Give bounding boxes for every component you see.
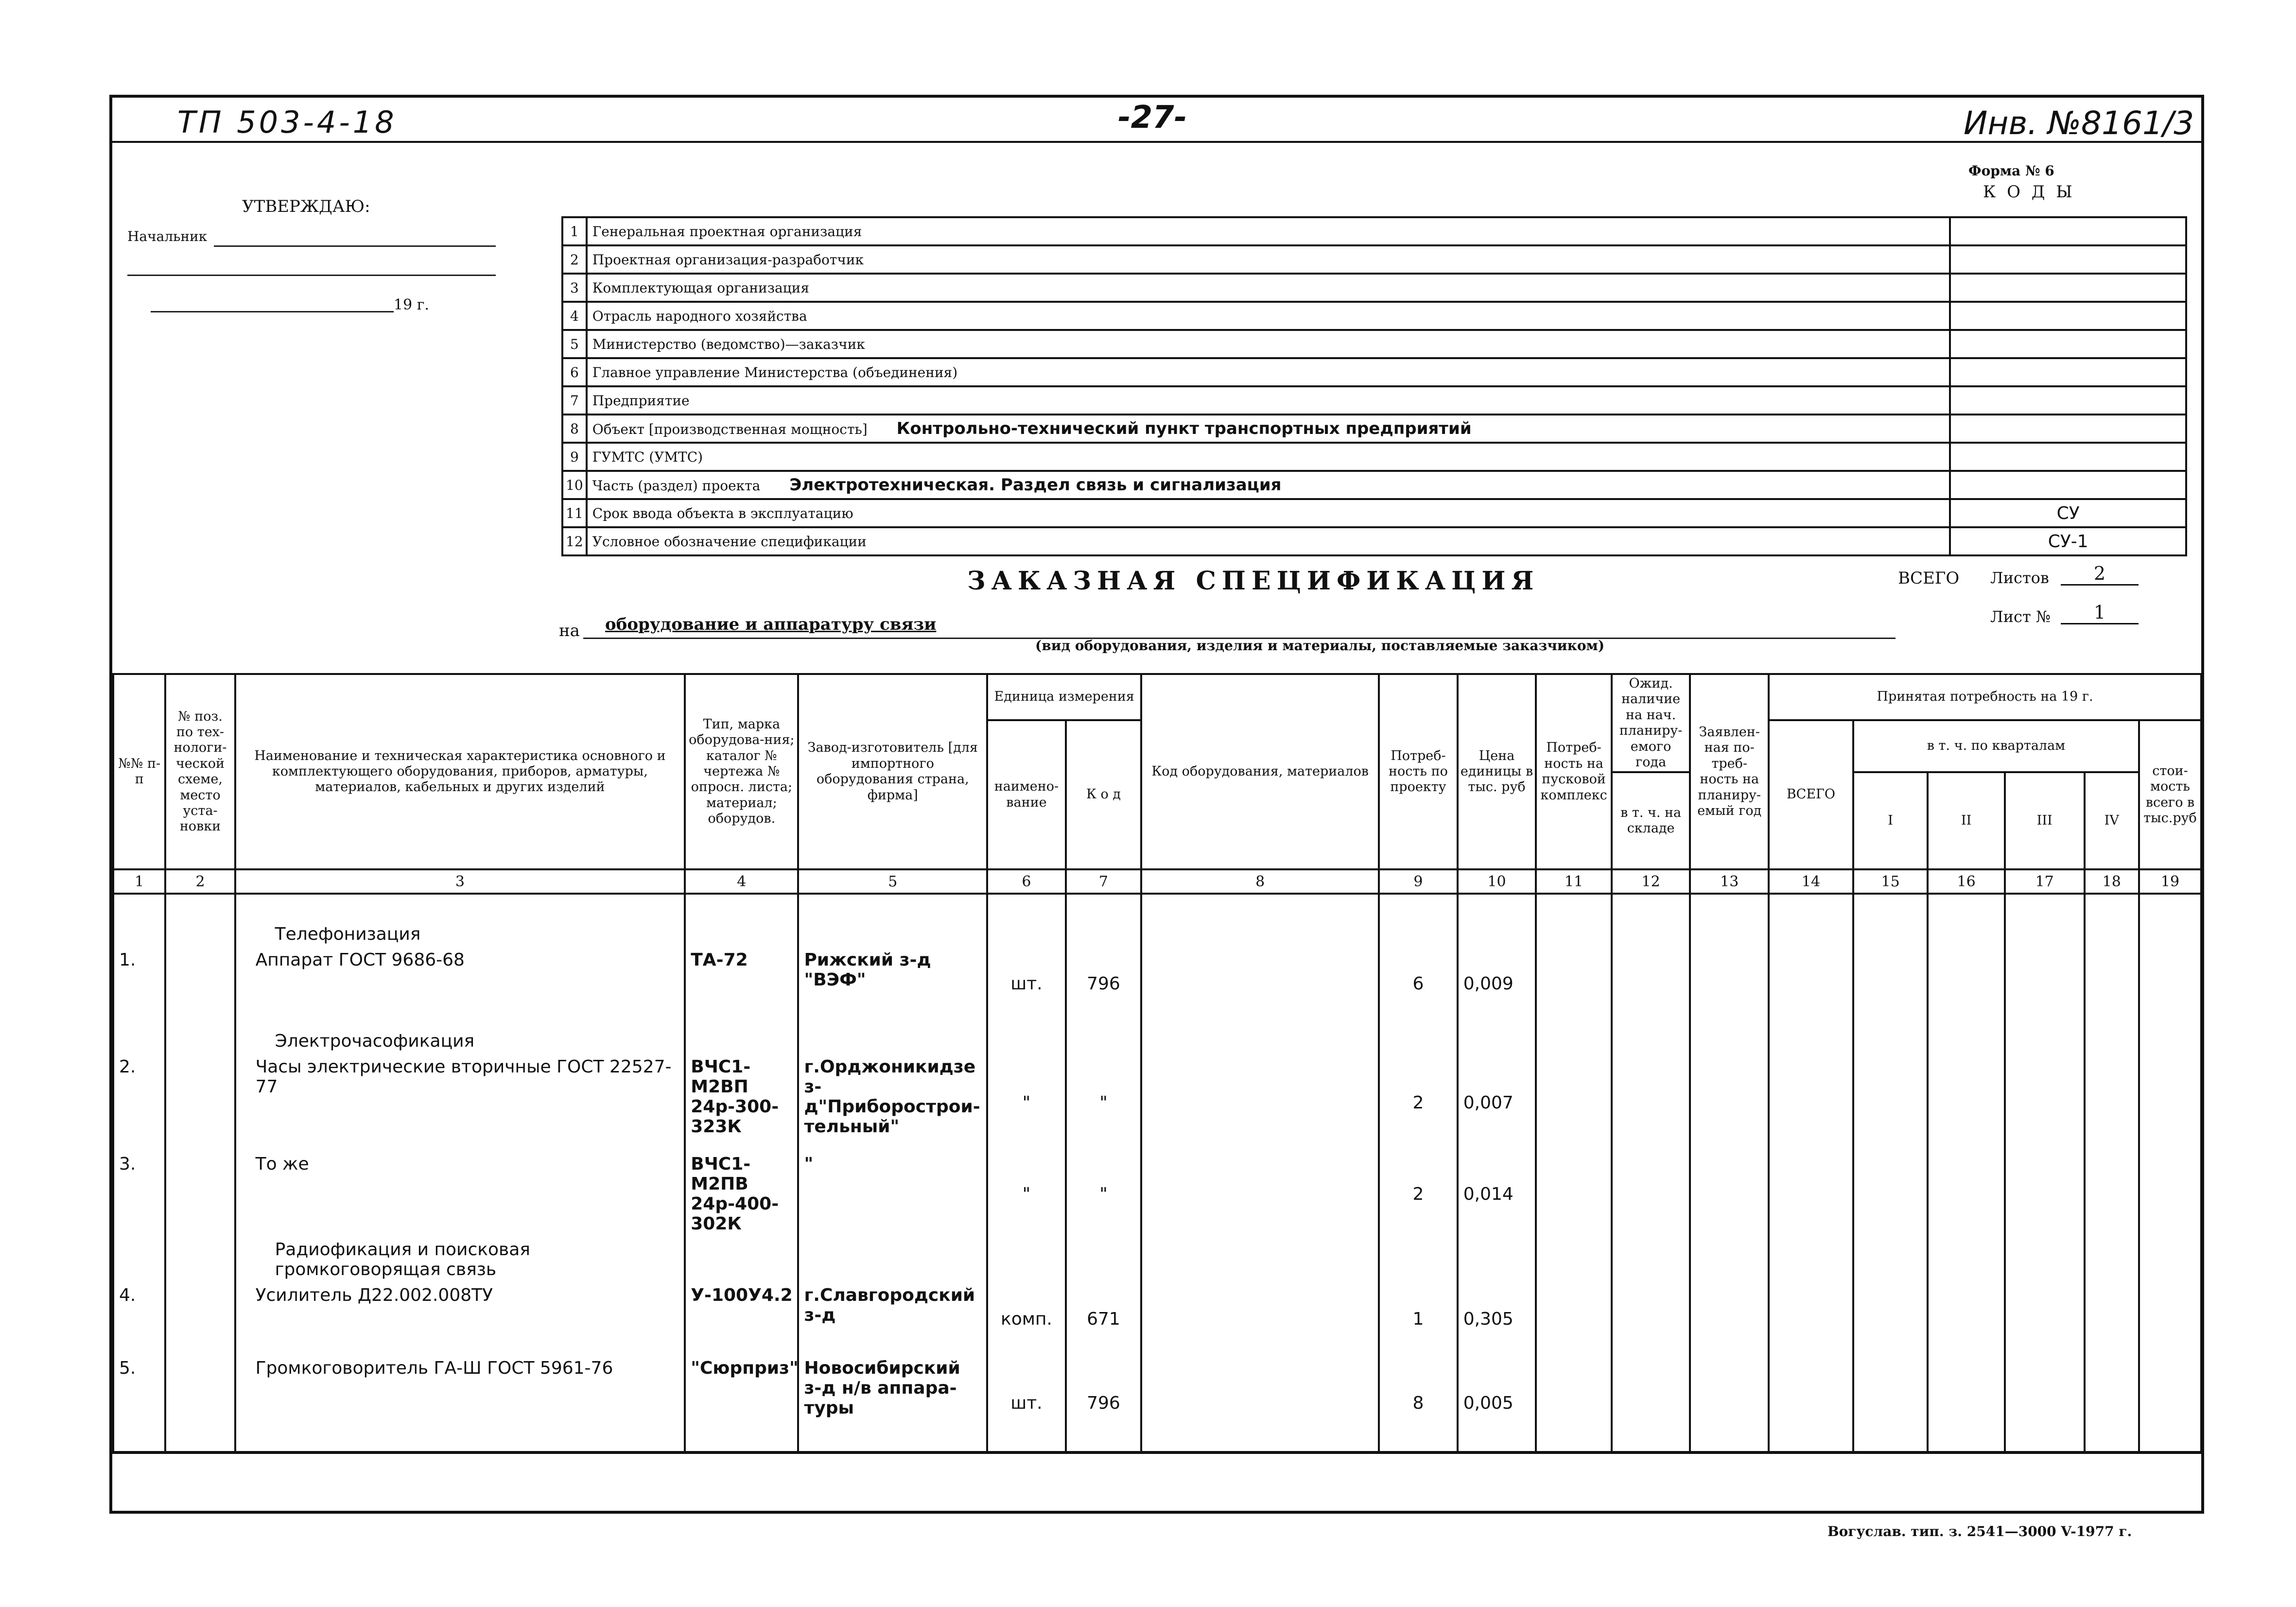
cell-empty	[987, 1237, 1066, 1282]
cell-empty	[2005, 1054, 2085, 1151]
table-row	[113, 1054, 2201, 1151]
col-header-19: стои-мость всего в тыс.руб	[2139, 720, 2201, 869]
col-header-6: наимено-вание	[987, 720, 1066, 869]
cell-name: Усилитель Д22.002.008ТУ	[235, 1282, 685, 1355]
codes-row	[562, 358, 2186, 386]
column-number: 8	[1141, 869, 1379, 894]
cell-empty	[2005, 947, 2085, 1020]
sheets-value: 2	[2061, 563, 2139, 586]
column-number: 19	[2139, 869, 2201, 894]
cell-empty	[1612, 1355, 1690, 1452]
cell-unit: "	[987, 1054, 1066, 1151]
col-header-11: Потреб-ность на пусковой комплекс	[1536, 674, 1611, 869]
cell-empty	[685, 1237, 798, 1282]
codes-row	[562, 386, 2186, 415]
cell-empty	[1141, 894, 1379, 947]
codes-row	[562, 245, 2186, 274]
cell-empty	[2085, 947, 2139, 1020]
codes-row-number: 6	[562, 358, 587, 386]
cell-empty	[2085, 894, 2139, 947]
cell-name: То же	[235, 1151, 685, 1237]
codes-row-label: Часть (раздел) проекта	[592, 478, 761, 494]
cell-empty	[1928, 1151, 2005, 1237]
codes-row-label-cell	[587, 330, 1950, 358]
col-header-15: I	[1853, 772, 1928, 869]
spec-subject: оборудование и аппаратуру связи	[605, 615, 937, 634]
cell-empty	[2085, 1151, 2139, 1237]
codes-row-code	[1950, 358, 2186, 386]
cell-empty	[2005, 1237, 2085, 1282]
cell-empty	[2139, 1355, 2201, 1452]
cell-type: ВЧС1-М2ВП 24р-300-323К	[685, 1054, 798, 1151]
table-row	[113, 947, 2201, 1020]
codes-row	[562, 330, 2186, 358]
column-number: 6	[987, 869, 1066, 894]
cell-empty	[1536, 947, 1611, 1020]
cell-empty	[798, 1020, 987, 1054]
table-row	[113, 1151, 2201, 1237]
codes-row-code	[1950, 471, 2186, 499]
section-title: Электрочасофикация	[235, 1020, 685, 1054]
cell-num: 4.	[113, 1282, 165, 1355]
cell-unit: шт.	[987, 947, 1066, 1020]
col-header-unit-group: Единица измерения	[987, 674, 1141, 720]
codes-row-label: Предприятие	[592, 392, 690, 409]
cell-empty	[1458, 894, 1536, 947]
inventory-number: Инв. №8161/3	[1964, 104, 2194, 142]
chief-label: Начальник	[127, 228, 208, 244]
table-row	[113, 1355, 2201, 1452]
codes-row	[562, 274, 2186, 302]
cell-empty	[1379, 1020, 1458, 1054]
codes-row	[562, 302, 2186, 330]
cell-empty	[1853, 1282, 1928, 1355]
col-header-17: III	[2005, 772, 2085, 869]
cell-maker: г.Орджоникидзе з-д"Приборострои-тельный"	[798, 1054, 987, 1151]
codes-row	[562, 443, 2186, 471]
sheets-total-label: ВСЕГО	[1898, 569, 1960, 588]
cell-empty	[1928, 947, 2005, 1020]
cell-type: ТА-72	[685, 947, 798, 1020]
cell-empty	[2005, 1151, 2085, 1237]
cell-empty	[1536, 894, 1611, 947]
col-header-12-top: Ожид. наличие на нач. планиру-емого года	[1612, 674, 1690, 772]
codes-row-label: Объект [производственная мощность]	[592, 421, 868, 437]
cell-empty	[2085, 1237, 2139, 1282]
codes-row-number: 10	[562, 471, 587, 499]
codes-row-label-cell	[587, 443, 1950, 471]
codes-row-code: СУ-1	[1950, 527, 2186, 555]
col-header-2: № поз. по тех-нологи-ческой схеме, место уста-новки	[165, 674, 235, 869]
cell-empty	[165, 1054, 235, 1151]
spec-on-label: на	[559, 621, 580, 640]
sheet-value: 1	[2061, 602, 2139, 624]
codes-row	[562, 415, 2186, 443]
cell-empty	[2139, 1282, 2201, 1355]
column-number: 15	[1853, 869, 1928, 894]
cell-empty	[1928, 1020, 2005, 1054]
spec-title: ЗАКАЗНАЯ СПЕЦИФИКАЦИЯ	[967, 566, 1540, 596]
cell-empty	[1379, 894, 1458, 947]
codes-row-code	[1950, 302, 2186, 330]
cell-qty: 8	[1379, 1355, 1458, 1452]
col-header-10: Цена единицы в тыс. руб	[1458, 674, 1536, 869]
cell-empty	[1536, 1054, 1611, 1151]
codes-row-label: Генеральная проектная организация	[592, 223, 862, 240]
cell-empty	[1928, 1054, 2005, 1151]
cell-empty	[165, 1282, 235, 1355]
cell-empty	[1769, 1151, 1853, 1237]
cell-empty	[1853, 1355, 1928, 1452]
cell-empty	[1690, 1237, 1769, 1282]
cell-empty	[1690, 894, 1769, 947]
codes-row-value: Электротехническая. Раздел связь и сигнализация	[789, 475, 1282, 495]
cell-empty	[1612, 1054, 1690, 1151]
cell-empty	[2139, 894, 2201, 947]
cell-empty	[2005, 894, 2085, 947]
col-header-12-bottom: в т. ч. на складе	[1612, 772, 1690, 869]
codes-row	[562, 217, 2186, 245]
cell-empty	[1690, 1020, 1769, 1054]
chief-signature-line	[214, 245, 496, 247]
cell-name: Часы электрические вторичные ГОСТ 22527-77	[235, 1054, 685, 1151]
cell-empty	[1536, 1020, 1611, 1054]
cell-price: 0,305	[1458, 1282, 1536, 1355]
codes-row-number: 12	[562, 527, 587, 555]
col-header-accepted-group: Принятая потребность на 19 г.	[1769, 674, 2201, 720]
form-label: Форма № 6	[1968, 163, 2054, 179]
cell-empty	[1066, 1020, 1141, 1054]
codes-row-label-cell	[587, 386, 1950, 415]
codes-label: К О Д Ы	[1983, 182, 2075, 202]
cell-empty	[165, 1151, 235, 1237]
codes-row-label-cell	[587, 245, 1950, 274]
codes-row	[562, 527, 2186, 555]
column-number: 13	[1690, 869, 1769, 894]
cell-unit-code: "	[1066, 1054, 1141, 1151]
cell-qty: 2	[1379, 1151, 1458, 1237]
cell-empty	[2139, 1151, 2201, 1237]
codes-row-number: 1	[562, 217, 587, 245]
cell-empty	[1769, 894, 1853, 947]
cell-empty	[1536, 1151, 1611, 1237]
cell-empty	[1769, 1237, 1853, 1282]
codes-row-number: 11	[562, 499, 587, 527]
codes-row-code	[1950, 443, 2186, 471]
codes-row-label: Министерство (ведомство)—заказчик	[592, 336, 865, 352]
cell-empty	[1690, 947, 1769, 1020]
cell-empty	[1612, 1282, 1690, 1355]
sheets-label: Листов	[1990, 569, 2049, 587]
column-number: 14	[1769, 869, 1853, 894]
codes-row-label: Отрасль народного хозяйства	[592, 308, 807, 324]
col-header-5: Завод-изготовитель [для импортного оборудования страна, фирма]	[798, 674, 987, 869]
cell-empty	[2005, 1355, 2085, 1452]
cell-empty	[1141, 1151, 1379, 1237]
col-header-3: Наименование и техническая характеристика основного и комплектующего оборудования, приборов, арматуры, материалов, кабельных и других изделий	[235, 674, 685, 869]
codes-table	[561, 216, 2187, 556]
approval-title: УТВЕРЖДАЮ:	[242, 197, 370, 216]
cell-qty: 1	[1379, 1282, 1458, 1355]
cell-empty	[113, 894, 165, 947]
cell-empty	[1536, 1355, 1611, 1452]
column-number: 2	[165, 869, 235, 894]
sheet-label: Лист №	[1990, 607, 2051, 626]
section-title: Радиофикация и поисковая громкоговорящая связь	[235, 1237, 685, 1282]
cell-empty	[1141, 947, 1379, 1020]
cell-empty	[1612, 1020, 1690, 1054]
column-number: 12	[1612, 869, 1690, 894]
codes-row-code	[1950, 274, 2186, 302]
cell-price: 0,005	[1458, 1355, 1536, 1452]
codes-row-label-cell	[587, 415, 1950, 443]
cell-empty	[1690, 1282, 1769, 1355]
header-divider	[109, 141, 2204, 143]
section-row	[113, 894, 2201, 947]
section-row	[113, 1237, 2201, 1282]
codes-row-label: Срок ввода объекта в эксплуатацию	[592, 505, 853, 521]
spec-table	[112, 673, 2202, 1454]
column-number-row	[113, 869, 2201, 894]
cell-maker: Новосибирский з-д н/в аппара-туры	[798, 1355, 987, 1452]
cell-qty: 2	[1379, 1054, 1458, 1151]
cell-empty	[2139, 1237, 2201, 1282]
cell-name: Аппарат ГОСТ 9686-68	[235, 947, 685, 1020]
cell-empty	[1928, 1237, 2005, 1282]
cell-empty	[1690, 1054, 1769, 1151]
cell-num: 1.	[113, 947, 165, 1020]
cell-empty	[1141, 1282, 1379, 1355]
col-header-13: Заявлен-ная по-треб-ность на планиру-емый год	[1690, 674, 1769, 869]
cell-type: "Сюрприз"	[685, 1355, 798, 1452]
cell-empty	[2139, 1054, 2201, 1151]
cell-empty	[1612, 1237, 1690, 1282]
cell-empty	[1612, 894, 1690, 947]
col-header-8: Код оборудования, материалов	[1141, 674, 1379, 869]
cell-num: 5.	[113, 1355, 165, 1452]
codes-row-label-cell	[587, 274, 1950, 302]
cell-maker: "	[798, 1151, 987, 1237]
col-header-18: IV	[2085, 772, 2139, 869]
cell-empty	[1458, 1237, 1536, 1282]
chief-name-line	[127, 275, 496, 276]
cell-maker: г.Славгородский з-д	[798, 1282, 987, 1355]
codes-row-number: 8	[562, 415, 587, 443]
column-number: 16	[1928, 869, 2005, 894]
cell-empty	[1928, 1282, 2005, 1355]
cell-empty	[685, 894, 798, 947]
column-number: 10	[1458, 869, 1536, 894]
cell-unit-code: "	[1066, 1151, 1141, 1237]
section-title: Телефонизация	[235, 894, 685, 947]
column-number: 3	[235, 869, 685, 894]
cell-empty	[1141, 1355, 1379, 1452]
col-header-16: II	[1928, 772, 2005, 869]
codes-row	[562, 471, 2186, 499]
codes-row-code	[1950, 386, 2186, 415]
cell-empty	[1536, 1237, 1611, 1282]
codes-row-label: Главное управление Министерства (объединения)	[592, 364, 958, 380]
codes-row-number: 5	[562, 330, 587, 358]
cell-empty	[987, 1020, 1066, 1054]
doc-code: ТП 503-4-18	[177, 104, 397, 140]
column-number: 17	[2005, 869, 2085, 894]
codes-row-number: 2	[562, 245, 587, 274]
column-number: 5	[798, 869, 987, 894]
cell-empty	[1458, 1020, 1536, 1054]
cell-empty	[1928, 894, 2005, 947]
column-number: 9	[1379, 869, 1458, 894]
cell-empty	[1853, 1054, 1928, 1151]
cell-empty	[1379, 1237, 1458, 1282]
codes-row-number: 9	[562, 443, 587, 471]
codes-row-code	[1950, 415, 2186, 443]
cell-empty	[1141, 1237, 1379, 1282]
codes-row-label-cell	[587, 358, 1950, 386]
cell-unit-code: 796	[1066, 947, 1141, 1020]
cell-empty	[798, 1237, 987, 1282]
cell-name: Громкоговоритель ГА-Ш ГОСТ 5961-76	[235, 1355, 685, 1452]
column-number: 4	[685, 869, 798, 894]
cell-qty: 6	[1379, 947, 1458, 1020]
section-row	[113, 1020, 2201, 1054]
cell-empty	[165, 894, 235, 947]
codes-row-label-cell	[587, 527, 1950, 555]
cell-unit-code: 671	[1066, 1282, 1141, 1355]
cell-type: У-100У4.2	[685, 1282, 798, 1355]
date-suffix: 19 г.	[394, 296, 429, 313]
col-header-1: №№ п-п	[113, 674, 165, 869]
cell-empty	[1690, 1355, 1769, 1452]
codes-row-number: 4	[562, 302, 587, 330]
codes-row-label: Комплектующая организация	[592, 279, 809, 296]
cell-empty	[165, 1237, 235, 1282]
cell-empty	[1853, 947, 1928, 1020]
cell-empty	[2005, 1020, 2085, 1054]
col-header-quarters-group: в т. ч. по кварталам	[1853, 720, 2139, 772]
column-number: 18	[2085, 869, 2139, 894]
codes-row-label: ГУМТС (УМТС)	[592, 449, 703, 465]
cell-empty	[1769, 947, 1853, 1020]
cell-price: 0,007	[1458, 1054, 1536, 1151]
cell-price: 0,014	[1458, 1151, 1536, 1237]
cell-empty	[1853, 1020, 1928, 1054]
codes-row-label: Условное обозначение спецификации	[592, 533, 867, 550]
column-number: 11	[1536, 869, 1611, 894]
cell-empty	[1853, 1237, 1928, 1282]
cell-empty	[2085, 1020, 2139, 1054]
cell-empty	[1612, 1151, 1690, 1237]
page-number: -27-	[1118, 100, 1187, 136]
cell-empty	[113, 1237, 165, 1282]
codes-row-code: СУ	[1950, 499, 2186, 527]
col-header-14: ВСЕГО	[1769, 720, 1853, 869]
cell-empty	[1066, 1237, 1141, 1282]
codes-row-number: 3	[562, 274, 587, 302]
cell-empty	[2085, 1054, 2139, 1151]
cell-empty	[2005, 1282, 2085, 1355]
codes-row-code	[1950, 330, 2186, 358]
cell-empty	[1536, 1282, 1611, 1355]
cell-empty	[2139, 1020, 2201, 1054]
cell-num: 2.	[113, 1054, 165, 1151]
cell-empty	[685, 1020, 798, 1054]
codes-row-code	[1950, 217, 2186, 245]
cell-empty	[1769, 1355, 1853, 1452]
codes-row-label-cell	[587, 302, 1950, 330]
col-header-9: Потреб-ность по проекту	[1379, 674, 1458, 869]
codes-row-value: Контрольно-технический пункт транспортных предприятий	[896, 419, 1472, 438]
cell-unit: комп.	[987, 1282, 1066, 1355]
cell-empty	[1853, 1151, 1928, 1237]
cell-unit: "	[987, 1151, 1066, 1237]
cell-empty	[1690, 1151, 1769, 1237]
col-header-7: К о д	[1066, 720, 1141, 869]
cell-type: ВЧС1-М2ПВ 24р-400-302К	[685, 1151, 798, 1237]
cell-num: 3.	[113, 1151, 165, 1237]
column-number: 7	[1066, 869, 1141, 894]
cell-empty	[2085, 1282, 2139, 1355]
codes-row-label-cell	[587, 217, 1950, 245]
cell-empty	[1769, 1282, 1853, 1355]
cell-empty	[1141, 1054, 1379, 1151]
cell-empty	[165, 1020, 235, 1054]
codes-row-label-cell	[587, 499, 1950, 527]
cell-empty	[165, 947, 235, 1020]
cell-empty	[1141, 1020, 1379, 1054]
codes-row-code	[1950, 245, 2186, 274]
cell-empty	[1928, 1355, 2005, 1452]
codes-row	[562, 499, 2186, 527]
codes-row-number: 7	[562, 386, 587, 415]
cell-maker: Рижский з-д "ВЭФ"	[798, 947, 987, 1020]
cell-empty	[2139, 947, 2201, 1020]
cell-empty	[1769, 1020, 1853, 1054]
cell-empty	[165, 1355, 235, 1452]
cell-unit: шт.	[987, 1355, 1066, 1452]
cell-empty	[987, 894, 1066, 947]
footer-note: Вогуслав. тип. з. 2541—3000 V-1977 г.	[1827, 1523, 2132, 1539]
cell-empty	[1612, 947, 1690, 1020]
date-line	[151, 311, 394, 312]
cell-empty	[113, 1020, 165, 1054]
spec-subject-hint: (вид оборудования, изделия и материалы, поставляемые заказчиком)	[1035, 638, 1605, 654]
table-row	[113, 1282, 2201, 1355]
cell-unit-code: 796	[1066, 1355, 1141, 1452]
cell-empty	[1853, 894, 1928, 947]
cell-empty	[1769, 1054, 1853, 1151]
cell-empty	[2085, 1355, 2139, 1452]
codes-row-label-cell	[587, 471, 1950, 499]
codes-row-label: Проектная организация-разработчик	[592, 251, 864, 268]
cell-empty	[798, 894, 987, 947]
cell-price: 0,009	[1458, 947, 1536, 1020]
col-header-4: Тип, марка оборудова-ния; каталог № чертежа № опросн. листа; материал; оборудов.	[685, 674, 798, 869]
cell-empty	[1066, 894, 1141, 947]
column-number: 1	[113, 869, 165, 894]
